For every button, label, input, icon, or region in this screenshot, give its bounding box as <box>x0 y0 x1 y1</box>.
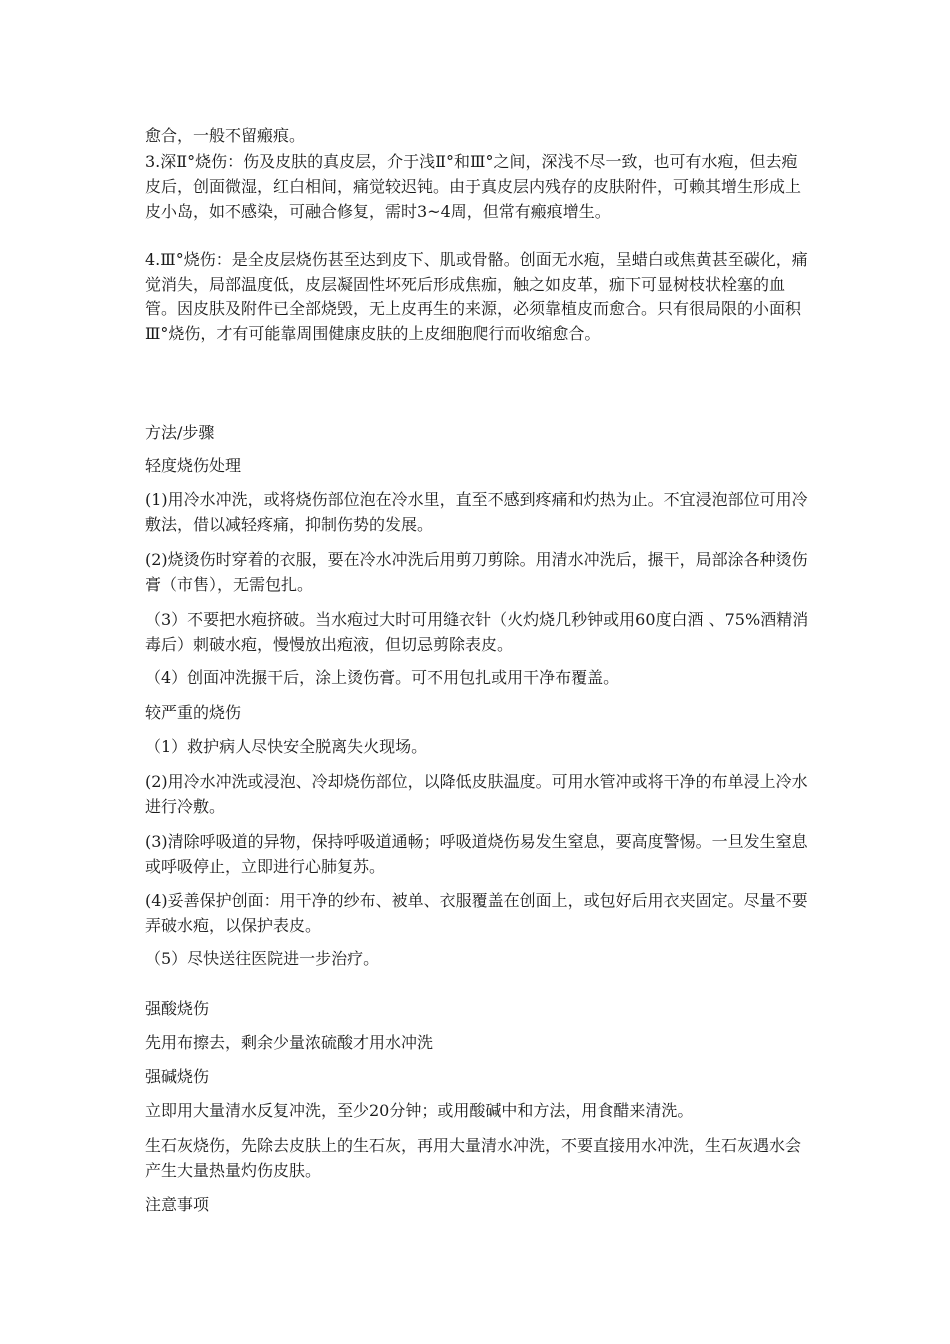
third-degree-paragraph: 4.Ⅲ°烧伤：是全皮层烧伤甚至达到皮下、肌或骨骼。创面无水疱，呈蜡白或焦黄甚至碳化，痛觉消失，局部温度低，皮层凝固性坏死后形成焦痂，触之如皮革，痂下可显树枝状栓塞的血管。因皮肤及附件已全部烧毁，无上皮再生的来源，必须靠植皮而愈合。只有很局限的小面积Ⅲ°烧伤，才有可能靠周围健康皮肤的上皮细胞爬行而收缩愈合。 <box>145 250 808 343</box>
acid-burn-text: 先用布擦去，剩余少量浓硫酸才用水冲洗 <box>145 1033 434 1052</box>
severe-step-1: （1）救护病人尽快安全脱离失火现场。 <box>145 737 428 756</box>
severe-step-3: (3)清除呼吸道的异物，保持呼吸道通畅；呼吸道烧伤易发生窒息，要高度警惕。一旦发生窒息或呼吸停止，立即进行心肺复苏。 <box>145 832 808 876</box>
intro-tail-paragraph: 愈合，一般不留瘢痕。 <box>145 126 306 145</box>
alkali-burn-heading: 强碱烧伤 <box>145 1067 210 1086</box>
mild-burn-heading: 轻度烧伤处理 <box>145 456 242 475</box>
severe-step-5: （5）尽快送往医院进一步治疗。 <box>145 949 380 968</box>
lime-burn-text: 生石灰烧伤，先除去皮肤上的生石灰，再用大量清水冲洗，不要直接用水冲洗，生石灰遇水会产生大量热量灼伤皮肤。 <box>145 1136 802 1180</box>
severe-burn-heading: 较严重的烧伤 <box>145 703 242 722</box>
notes-heading: 注意事项 <box>145 1195 210 1214</box>
method-heading: 方法/步骤 <box>145 423 215 442</box>
mild-step-1: (1)用冷水冲洗，或将烧伤部位泡在冷水里，直至不感到疼痛和灼热为止。不宜浸泡部位可用冷敷法，借以减轻疼痛，抑制伤势的发展。 <box>145 490 808 534</box>
deep-second-degree-paragraph: 3.深Ⅱ°烧伤：伤及皮肤的真皮层，介于浅Ⅱ°和Ⅲ°之间，深浅不尽一致，也可有水疱，但去疱皮后，创面微湿，红白相间，痛觉较迟钝。由于真皮层内残存的皮肤附件，可赖其增生形成上皮小岛，如不感染，可融合修复，需时3~4周，但常有瘢痕增生。 <box>145 152 802 221</box>
mild-step-4: （4）创面冲洗搌干后，涂上烫伤膏。可不用包扎或用干净布覆盖。 <box>145 668 620 687</box>
mild-step-3: （3）不要把水疱挤破。当水疱过大时可用缝衣针（火灼烧几秒钟或用60度白酒 、75%酒精消毒后）刺破水疱，慢慢放出疱液，但切忌剪除表皮。 <box>145 610 809 654</box>
alkali-burn-text: 立即用大量清水反复冲洗，至少20分钟；或用酸碱中和方法，用食醋来清洗。 <box>145 1101 694 1120</box>
acid-burn-heading: 强酸烧伤 <box>145 999 210 1018</box>
severe-step-4: (4)妥善保护创面：用干净的纱布、被单、衣服覆盖在创面上，或包好后用衣夹固定。尽量不要弄破水疱，以保护表皮。 <box>145 891 808 935</box>
severe-step-2: (2)用冷水冲洗或浸泡、冷却烧伤部位，以降低皮肤温度。可用水管冲或将干净的布单浸上冷水进行冷敷。 <box>145 772 808 816</box>
mild-step-2: (2)烧烫伤时穿着的衣服，要在冷水冲洗后用剪刀剪除。用清水冲洗后，搌干，局部涂各种烫伤膏（市售），无需包扎。 <box>145 550 808 594</box>
